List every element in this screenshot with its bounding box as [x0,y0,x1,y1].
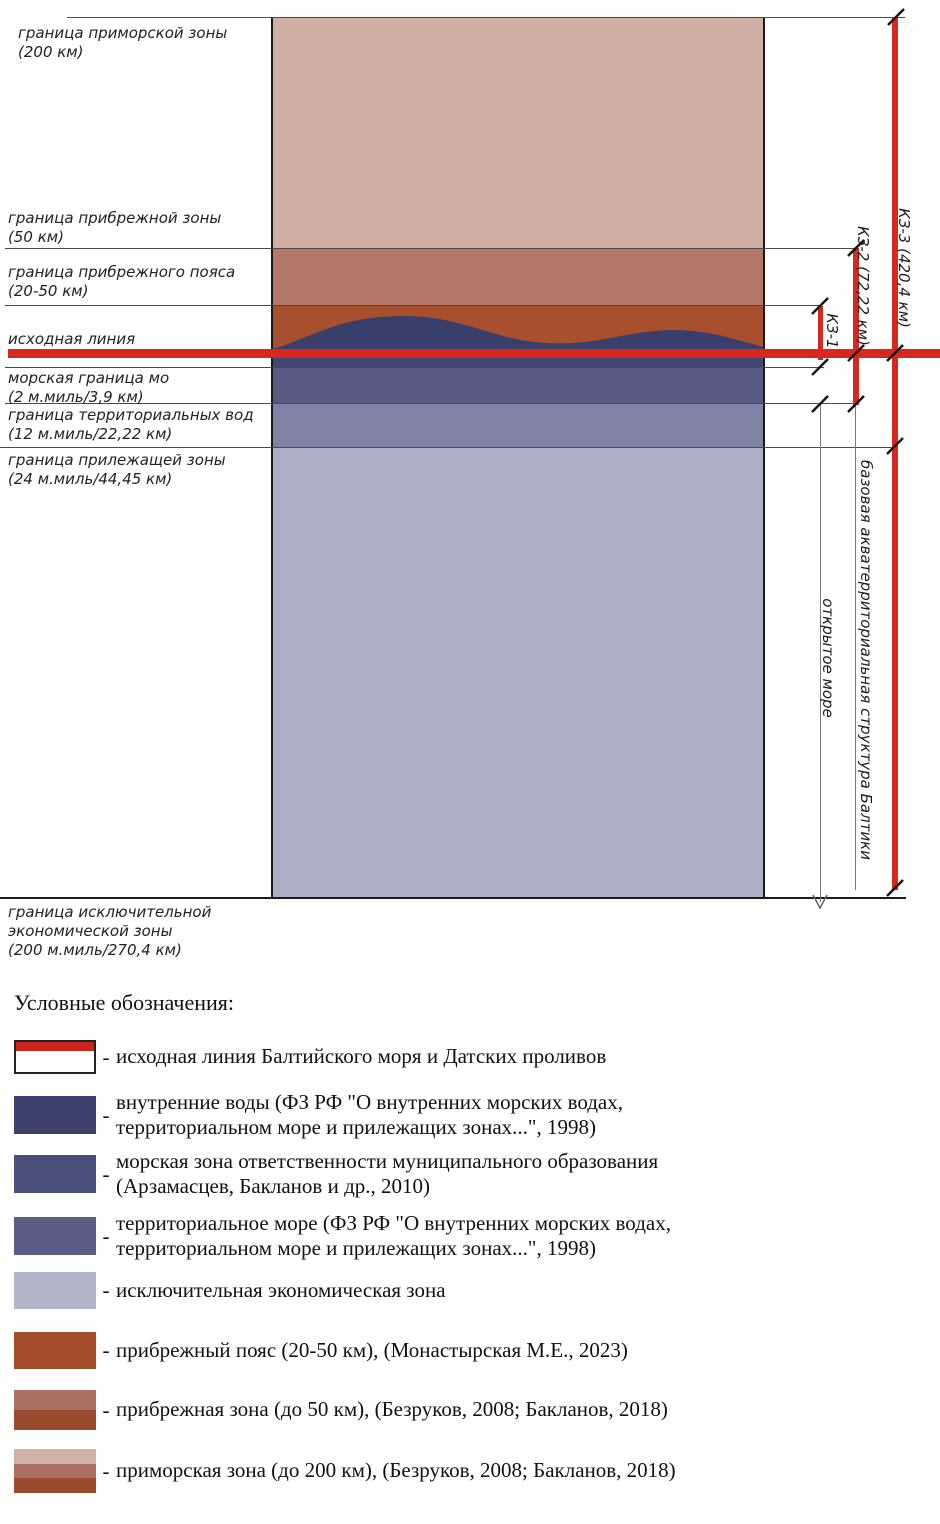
legend-swatch-baseline [14,1040,96,1074]
legend-row-eez: - исключительная экономическая зона [14,1272,446,1309]
label-adjacent-boundary: граница прилежащей зоны (24 м.миль/44,45 км) [8,451,226,489]
open-sea-arrow-icon [813,895,827,908]
zona200-mid-band [14,1464,96,1478]
legend-row-zona200: - приморская зона (до 200 км), (Безруков, 2008; Бакланов, 2018) [14,1449,676,1493]
baseline-swatch-band [16,1042,94,1051]
label-pribrezhnaya-boundary: граница прибрежной зоны (50 км) [8,209,222,247]
label-open-sea: открытое море [819,598,837,718]
legend-row-mo-zone: - морская зона ответственности муниципального образования (Арзамасцев, Бакланов и др., 2010) [14,1149,658,1199]
legend-row-poyas: - прибрежный пояс (20-50 км), (Монастырская М.Е., 2023) [14,1332,628,1369]
legend-row-inner-waters: - внутренние воды (ФЗ РФ "О внутренних морских водах, территориальном море и прилежащих зонах...", 1998) [14,1090,623,1140]
zona200-top-band [14,1449,96,1464]
label-basic-structure: базовая акватерриториальная структура Балтики [857,460,875,860]
legend-swatch-zona200 [14,1449,96,1493]
legend-row-zona50: - прибрежная зона (до 50 км), (Безруков, 2008; Бакланов, 2018) [14,1390,668,1430]
zona50-bottom-band [14,1410,96,1430]
zona200-bottom-band [14,1478,96,1493]
zona50-top-band [14,1390,96,1410]
inner-waters-shape [272,316,764,349]
label-baseline: исходная линия [8,330,136,348]
label-poyas-boundary: граница прибрежного пояса (20-50 км) [8,263,236,301]
legend-swatch-inner-waters [14,1096,96,1134]
legend-row-territorial-sea: - территориальное море (ФЗ РФ "О внутренних морских водах, территориальном море и прилежащих зонах...", 1998) [14,1211,671,1261]
label-mo-boundary: морская граница мо (2 м.миль/3,9 км) [8,369,170,407]
legend-swatch-zona50 [14,1390,96,1430]
label-primorskaya-boundary: граница приморской зоны (200 км) [18,24,228,62]
legend-heading: Условные обозначения: [14,990,235,1015]
label-kz3: КЗ-3 (420,4 км) [895,208,913,328]
legend-swatch-eez [14,1272,96,1309]
legend-row-baseline: - исходная линия Балтийского моря и Датских проливов [14,1040,606,1074]
label-eez-boundary: граница исключительной экономической зоны (200 м.миль/270,4 км) [8,903,212,960]
legend-swatch-territorial-sea [14,1217,96,1255]
label-territorial-boundary: граница территориальных вод (12 м.миль/22,22 км) [8,406,254,444]
label-kz1: КЗ-1 [823,313,841,349]
legend-swatch-poyas [14,1332,96,1369]
label-kz2: КЗ-2 (72,22 км) [854,226,872,346]
legend-swatch-mo-zone [14,1155,96,1193]
